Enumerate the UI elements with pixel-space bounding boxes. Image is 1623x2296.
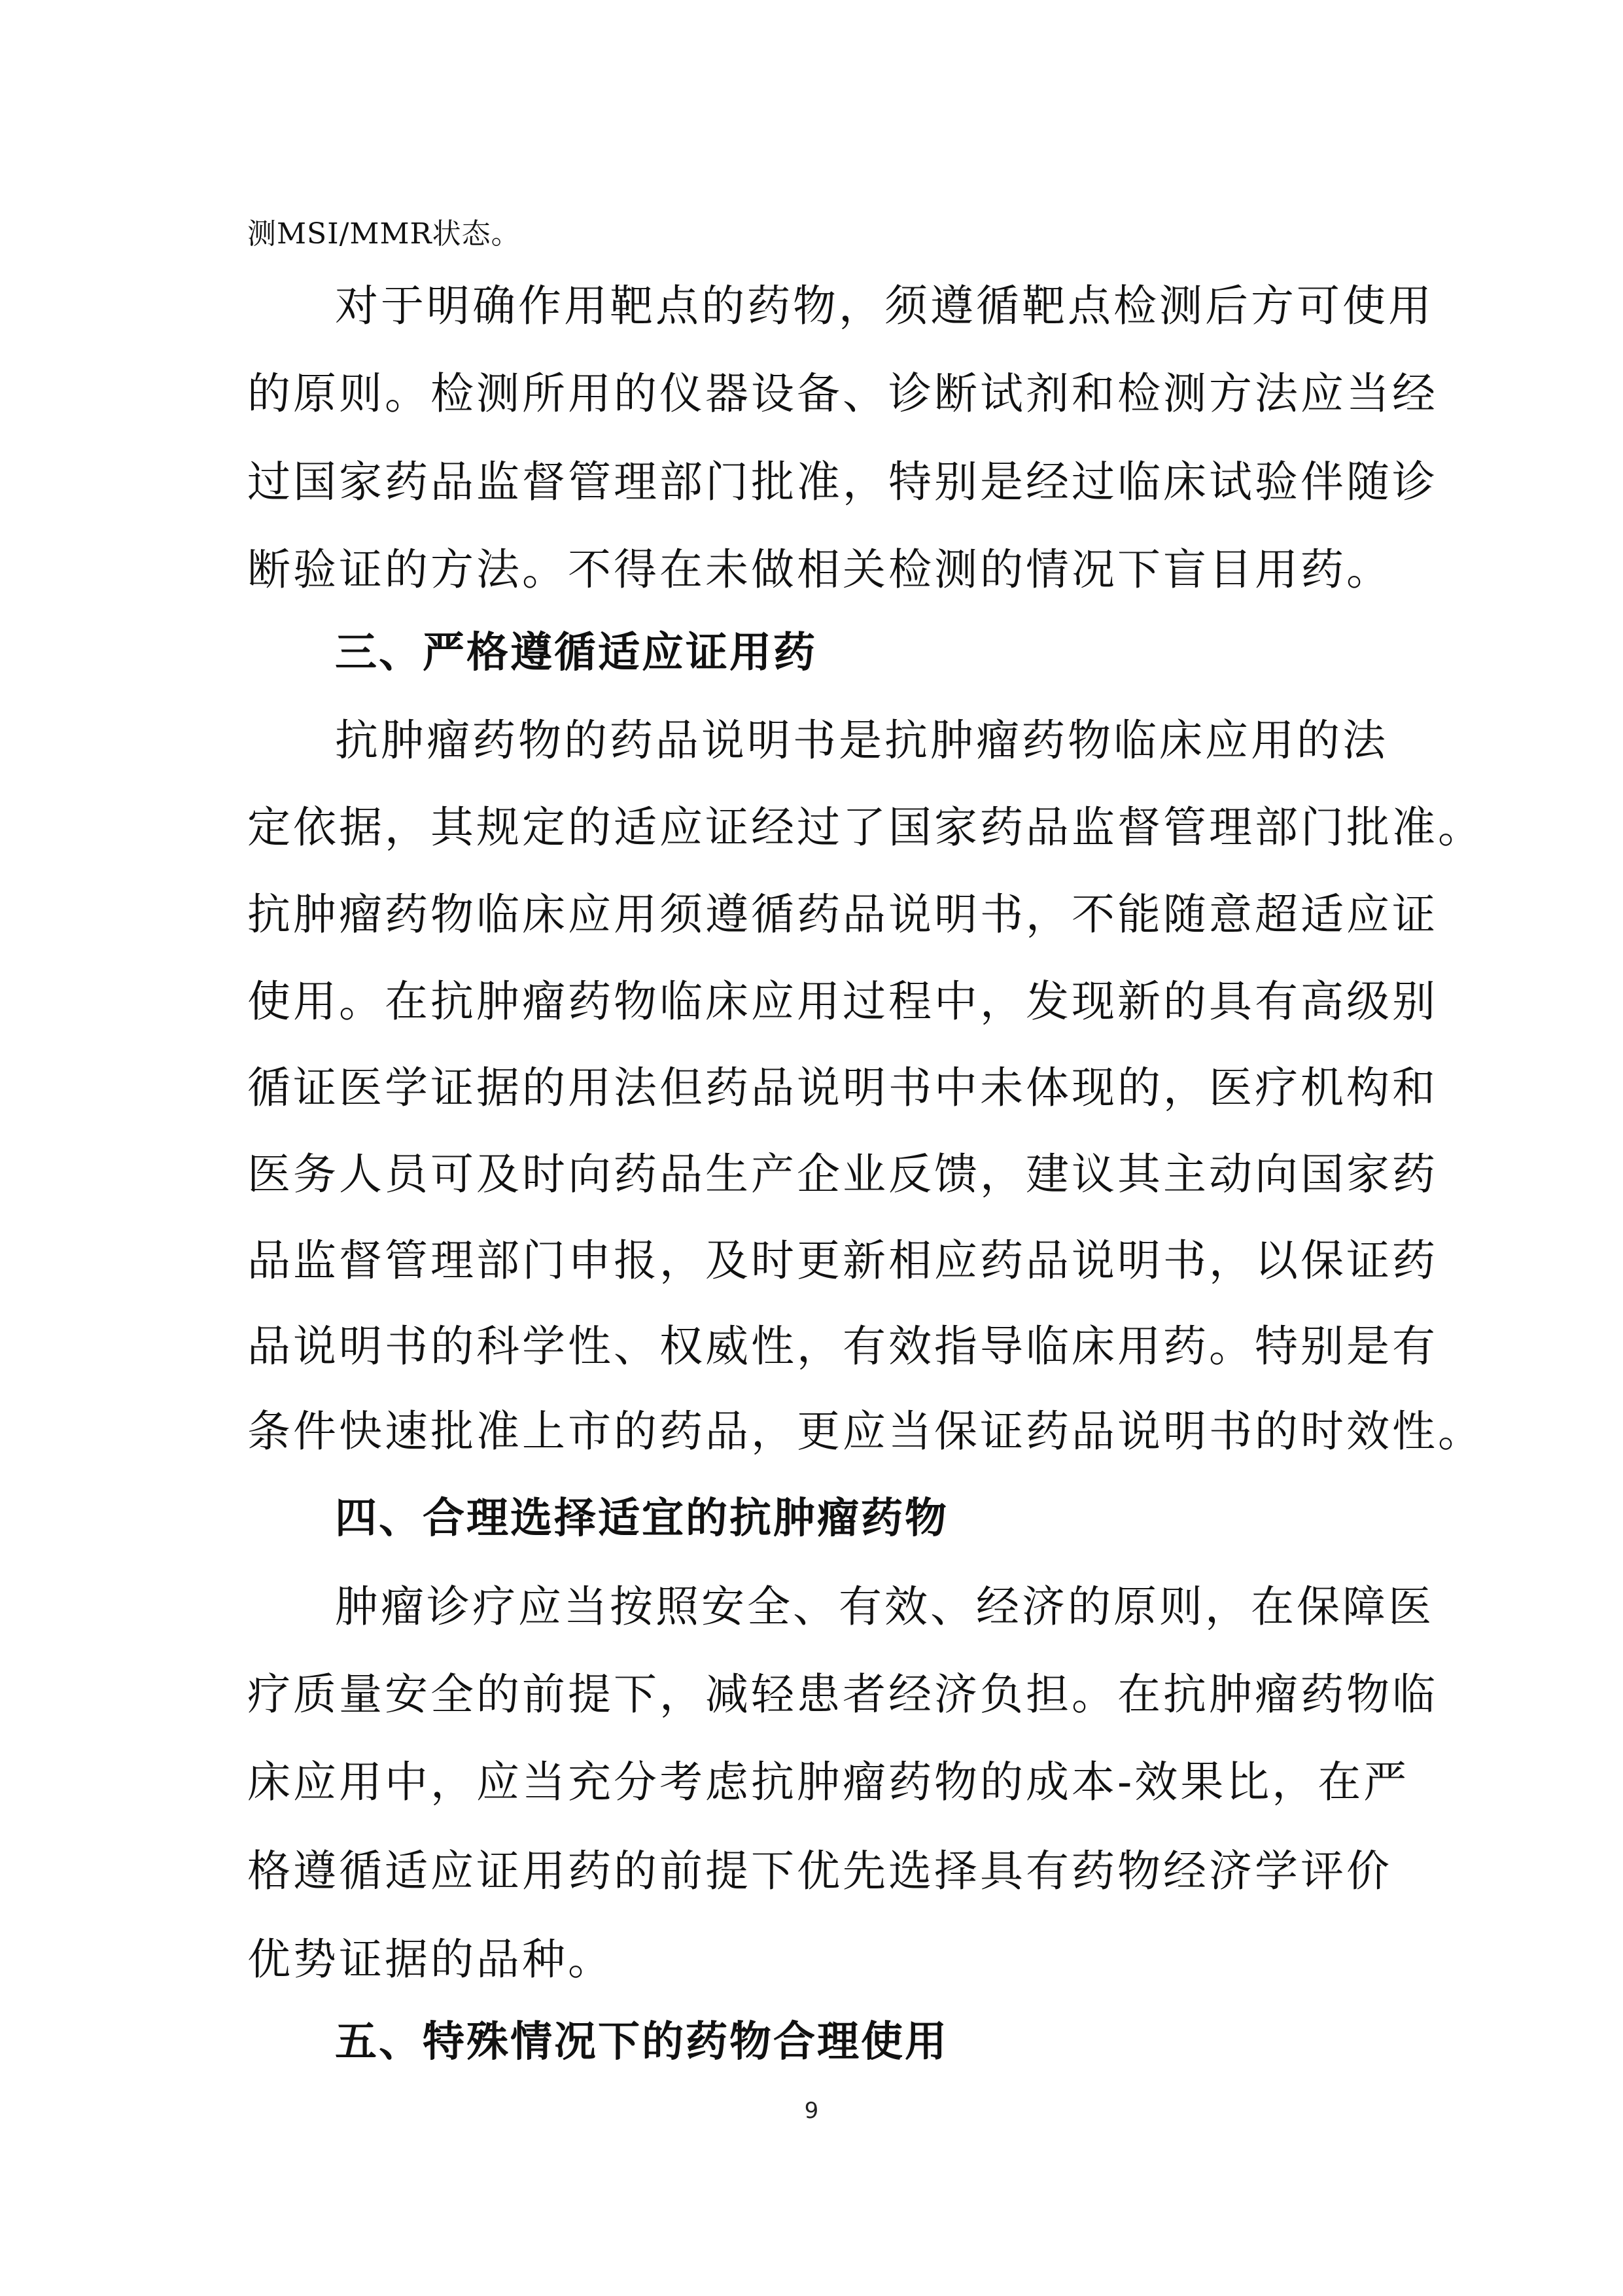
paragraph-line: 肿瘤诊疗应当按照安全、有效、经济的原则，在保障医 bbox=[335, 1581, 1434, 1632]
paragraph-line: 断验证的方法。不得在未做相关检测的情况下盲目用药。 bbox=[247, 544, 1392, 595]
section-heading: 三、严格遵循适应证用药 bbox=[335, 629, 817, 677]
paragraph-line: 床应用中，应当充分考虑抗肿瘤药物的成本-效果比，在严 bbox=[247, 1757, 1410, 1807]
page-number: 9 bbox=[804, 2098, 819, 2124]
paragraph-line: 过国家药品监督管理部门批准，特别是经过临床试验伴随诊 bbox=[247, 457, 1438, 507]
paragraph-line: 抗肿瘤药物的药品说明书是抗肿瘤药物临床应用的法 bbox=[335, 715, 1388, 766]
paragraph-line: 使用。在抗肿瘤药物临床应用过程中，发现新的具有高级别 bbox=[247, 976, 1438, 1027]
paragraph-line: 抗肿瘤药物临床应用须遵循药品说明书，不能随意超适应证 bbox=[247, 889, 1438, 940]
paragraph-line: 品说明书的科学性、权威性，有效指导临床用药。特别是有 bbox=[247, 1321, 1438, 1371]
paragraph-line: 品监督管理部门申报，及时更新相应药品说明书，以保证药 bbox=[247, 1235, 1438, 1286]
paragraph-line: 疗质量安全的前提下，减轻患者经济负担。在抗肿瘤药物临 bbox=[247, 1669, 1438, 1720]
paragraph-line: 对于明确作用靶点的药物，须遵循靶点检测后方可使用 bbox=[335, 281, 1434, 331]
paragraph-continuation-line: 测MSI/MMR状态。 bbox=[247, 217, 521, 251]
paragraph-line: 医务人员可及时向药品生产企业反馈，建议其主动向国家药 bbox=[247, 1149, 1438, 1199]
paragraph-line: 优势证据的品种。 bbox=[247, 1934, 614, 1985]
paragraph-line: 循证医学证据的用法但药品说明书中未体现的，医疗机构和 bbox=[247, 1063, 1438, 1113]
section-heading: 四、合理选择适宜的抗肿瘤药物 bbox=[335, 1494, 949, 1543]
section-heading: 五、特殊情况下的药物合理使用 bbox=[335, 2018, 949, 2066]
paragraph-line: 条件快速批准上市的药品，更应当保证药品说明书的时效性。 bbox=[247, 1406, 1484, 1457]
paragraph-line: 格遵循适应证用药的前提下优先选择具有药物经济学评价 bbox=[247, 1846, 1392, 1896]
paragraph-line: 的原则。检测所用的仪器设备、诊断试剂和检测方法应当经 bbox=[247, 368, 1438, 419]
paragraph-line: 定依据，其规定的适应证经过了国家药品监督管理部门批准。 bbox=[247, 802, 1484, 853]
